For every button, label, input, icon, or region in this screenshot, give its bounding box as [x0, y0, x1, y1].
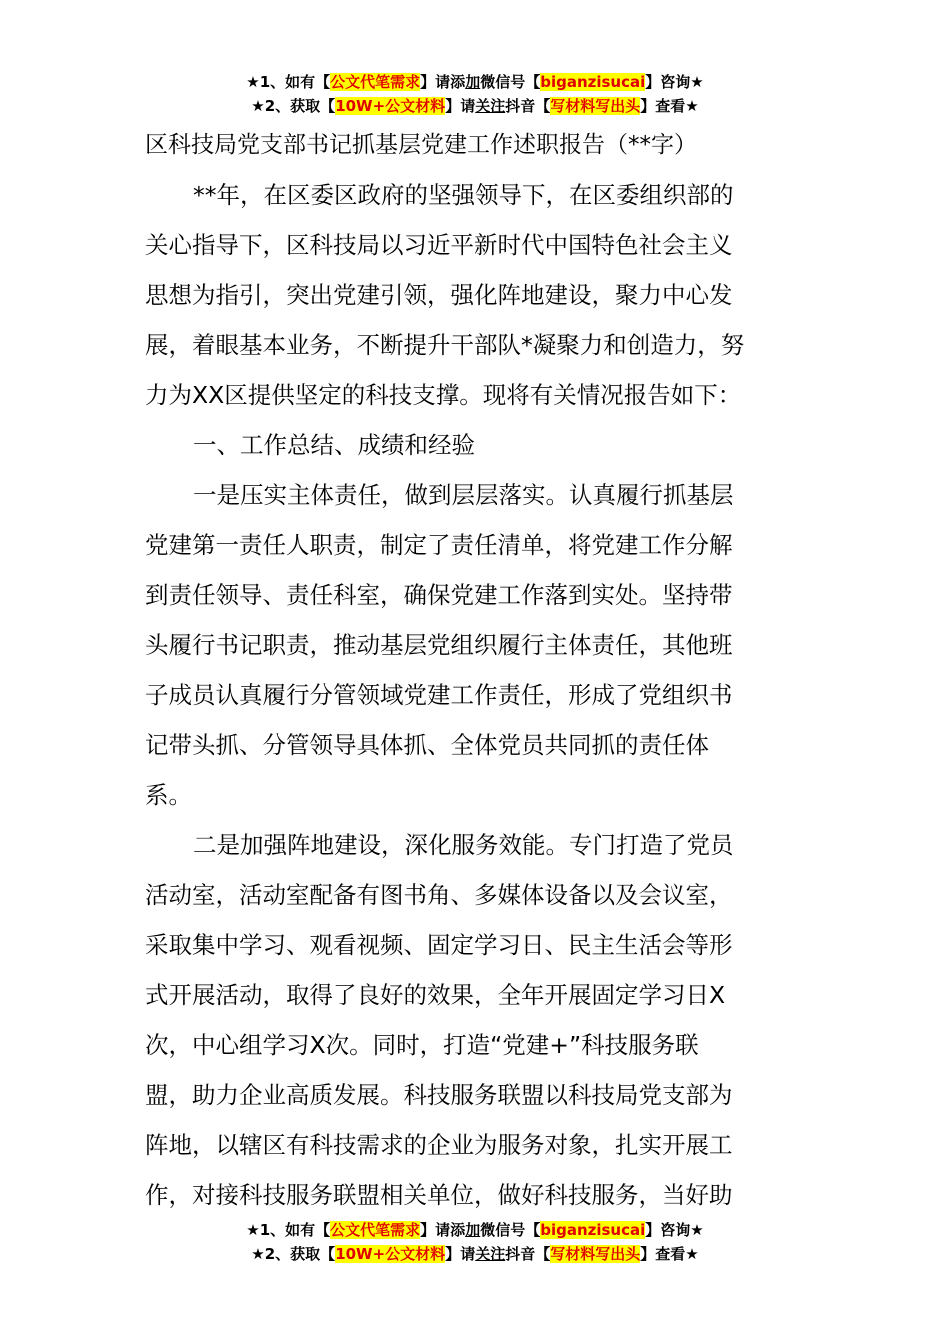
text-line: 关心指导下，区科技局以习近平新时代中国特色社会主义	[145, 231, 733, 259]
promo-text: ★1、如有【	[246, 73, 331, 91]
promo-banner-top	[0, 70, 950, 118]
promo-highlight: 10W+公文材料	[335, 1245, 446, 1263]
text-line: 子成员认真履行分管领域党建工作责任，形成了党组织书	[145, 681, 733, 709]
promo-line-2	[0, 1242, 950, 1266]
promo-underlined: 加	[465, 73, 481, 91]
promo-text: 】请	[445, 97, 476, 115]
promo-highlight: 写材料写出头	[550, 1245, 641, 1263]
document-body	[145, 120, 807, 1220]
promo-line-2	[0, 94, 950, 118]
text-line: 到责任领导、责任科室，确保党建工作落到实处。坚持带	[145, 581, 733, 609]
document-title: 区科技局党支部书记抓基层党建工作述职报告（**字）	[145, 132, 697, 158]
promo-text: 】查看★	[640, 97, 699, 115]
promo-highlight: 写材料写出头	[550, 97, 641, 115]
promo-banner-bottom	[0, 1218, 950, 1266]
promo-highlight: biganzisucai	[540, 1221, 646, 1239]
promo-text: 抖音【	[505, 1245, 551, 1263]
promo-text: 抖音【	[505, 97, 551, 115]
promo-text: 微信号【	[480, 1221, 541, 1239]
text-line: 采取集中学习、观看视频、固定学习日、民主生活会等形	[145, 931, 733, 959]
promo-text: 】请添	[420, 1221, 466, 1239]
text-line: 系。	[145, 781, 192, 809]
text-line: 式开展活动，取得了良好的效果，全年开展固定学习日X	[145, 981, 726, 1009]
text-line: 活动室，活动室配备有图书角、多媒体设备以及会议室，	[145, 881, 733, 909]
text-line: 记带头抓、分管领导具体抓、全体党员共同抓的责任体	[145, 731, 709, 759]
promo-text: 】请	[445, 1245, 476, 1263]
promo-highlight: 公文代笔需求	[330, 73, 421, 91]
promo-underlined: 关注	[475, 97, 506, 115]
promo-highlight: biganzisucai	[540, 73, 646, 91]
text-line: **年，在区委区政府的坚强领导下，在区委组织部的	[193, 181, 734, 209]
promo-text: 】请添	[420, 73, 466, 91]
text-line: 二是加强阵地建设，深化服务效能。专门打造了党员	[193, 831, 734, 859]
text-line: 盟，助力企业高质发展。科技服务联盟以科技局党支部为	[145, 1081, 733, 1109]
promo-underlined: 加	[465, 1221, 481, 1239]
text-line: 党建第一责任人职责，制定了责任清单，将党建工作分解	[145, 531, 733, 559]
text-line: 思想为指引，突出党建引领，强化阵地建设，聚力中心发	[145, 281, 733, 309]
text-line: 阵地，以辖区有科技需求的企业为服务对象，扎实开展工	[145, 1131, 733, 1159]
text-line: 展，着眼基本业务，不断提升干部队*凝聚力和创造力，努	[145, 331, 745, 359]
text-line: 一、工作总结、成绩和经验	[193, 431, 475, 459]
document-text	[145, 170, 807, 1220]
promo-line-1	[0, 1218, 950, 1242]
promo-line-1	[0, 70, 950, 94]
promo-highlight: 10W+公文材料	[335, 97, 446, 115]
text-line: 次，中心组学习X次。同时，打造“党建+”科技服务联	[145, 1031, 699, 1059]
promo-text: ★2、获取【	[251, 1245, 336, 1263]
promo-text: 】咨询★	[645, 73, 704, 91]
promo-text: ★2、获取【	[251, 97, 336, 115]
promo-text: 微信号【	[480, 73, 541, 91]
text-line: 力为XX区提供坚定的科技支撑。现将有关情况报告如下：	[145, 381, 742, 409]
promo-text: ★1、如有【	[246, 1221, 331, 1239]
text-line: 一是压实主体责任，做到层层落实。认真履行抓基层	[193, 481, 734, 509]
promo-highlight: 公文代笔需求	[330, 1221, 421, 1239]
promo-text: 】查看★	[640, 1245, 699, 1263]
text-line: 作，对接科技服务联盟相关单位，做好科技服务，当好助	[145, 1181, 733, 1209]
promo-underlined: 关注	[475, 1245, 506, 1263]
text-line: 头履行书记职责，推动基层党组织履行主体责任，其他班	[145, 631, 733, 659]
promo-text: 】咨询★	[645, 1221, 704, 1239]
